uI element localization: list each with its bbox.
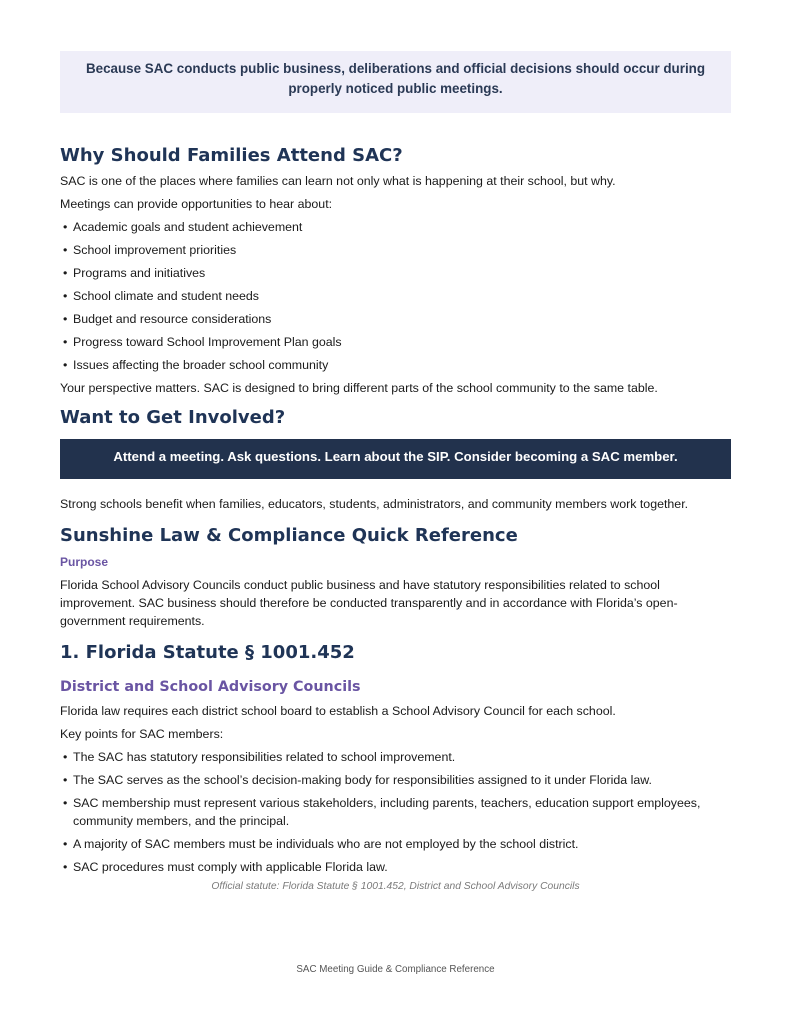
- why-intro-2: Meetings can provide opportunities to hear about:: [60, 197, 333, 211]
- why-closing: Your perspective matters. SAC is designed to bring different parts of the school community to the same table.: [60, 381, 658, 395]
- list-item: • Budget and resource considerations: [60, 310, 731, 328]
- list-item: • SAC procedures must comply with applicable Florida law.: [60, 858, 731, 876]
- list-item: • The SAC has statutory responsibilities related to school improvement.: [60, 748, 731, 766]
- statute-heading: 1. Florida Statute § 1001.452: [60, 642, 355, 663]
- why-attend-heading: Why Should Families Attend SAC?: [60, 145, 403, 166]
- get-involved-banner: Attend a meeting. Ask questions. Learn about the SIP. Consider becoming a SAC member.: [60, 439, 731, 479]
- public-meetings-callout: Because SAC conducts public business, deliberations and official decisions should occur during properly noticed public meetings.: [60, 51, 731, 113]
- document-page: [60, 51, 731, 894]
- sunshine-law-heading: Sunshine Law & Compliance Quick Reference: [60, 525, 518, 546]
- list-item: • A majority of SAC members must be individuals who are not employed by the school district.: [60, 835, 731, 853]
- get-involved-heading: Want to Get Involved?: [60, 407, 286, 428]
- statute-text-2: Key points for SAC members:: [60, 727, 224, 741]
- page-footer: SAC Meeting Guide & Compliance Reference: [296, 964, 495, 975]
- key-points-list: [60, 748, 731, 876]
- list-item: • School improvement priorities: [60, 241, 731, 259]
- purpose-label: Purpose: [60, 555, 109, 569]
- list-item: • The SAC serves as the school’s decision-making body for responsibilities assigned to it under Florida law.: [60, 771, 731, 789]
- statute-citation-note: Official statute: Florida Statute § 1001.452, District and School Advisory Councils: [211, 881, 580, 892]
- why-topics-list: [60, 218, 731, 374]
- statute-text-1: Florida law requires each district school board to establish a School Advisory Council for each school.: [60, 704, 616, 718]
- list-item: • Programs and initiatives: [60, 264, 731, 282]
- why-intro-1: SAC is one of the places where families can learn not only what is happening at their school, but why.: [60, 174, 616, 188]
- advisory-councils-subheading: District and School Advisory Councils: [60, 679, 361, 695]
- list-item: • Issues affecting the broader school community: [60, 356, 731, 374]
- list-item: • Academic goals and student achievement: [60, 218, 731, 236]
- list-item: • Progress toward School Improvement Plan goals: [60, 333, 731, 351]
- purpose-text: Florida School Advisory Councils conduct public business and have statutory responsibilities related to school improvement. SAC business should therefore be conducted transparently and in accordance with Florida’s open-government requirements.: [60, 578, 678, 628]
- list-item: • School climate and student needs: [60, 287, 731, 305]
- get-involved-text: Strong schools benefit when families, educators, students, administrators, and community members work together.: [60, 497, 689, 511]
- list-item: • SAC membership must represent various stakeholders, including parents, teachers, education support employees, community members, and the principal.: [60, 794, 731, 830]
